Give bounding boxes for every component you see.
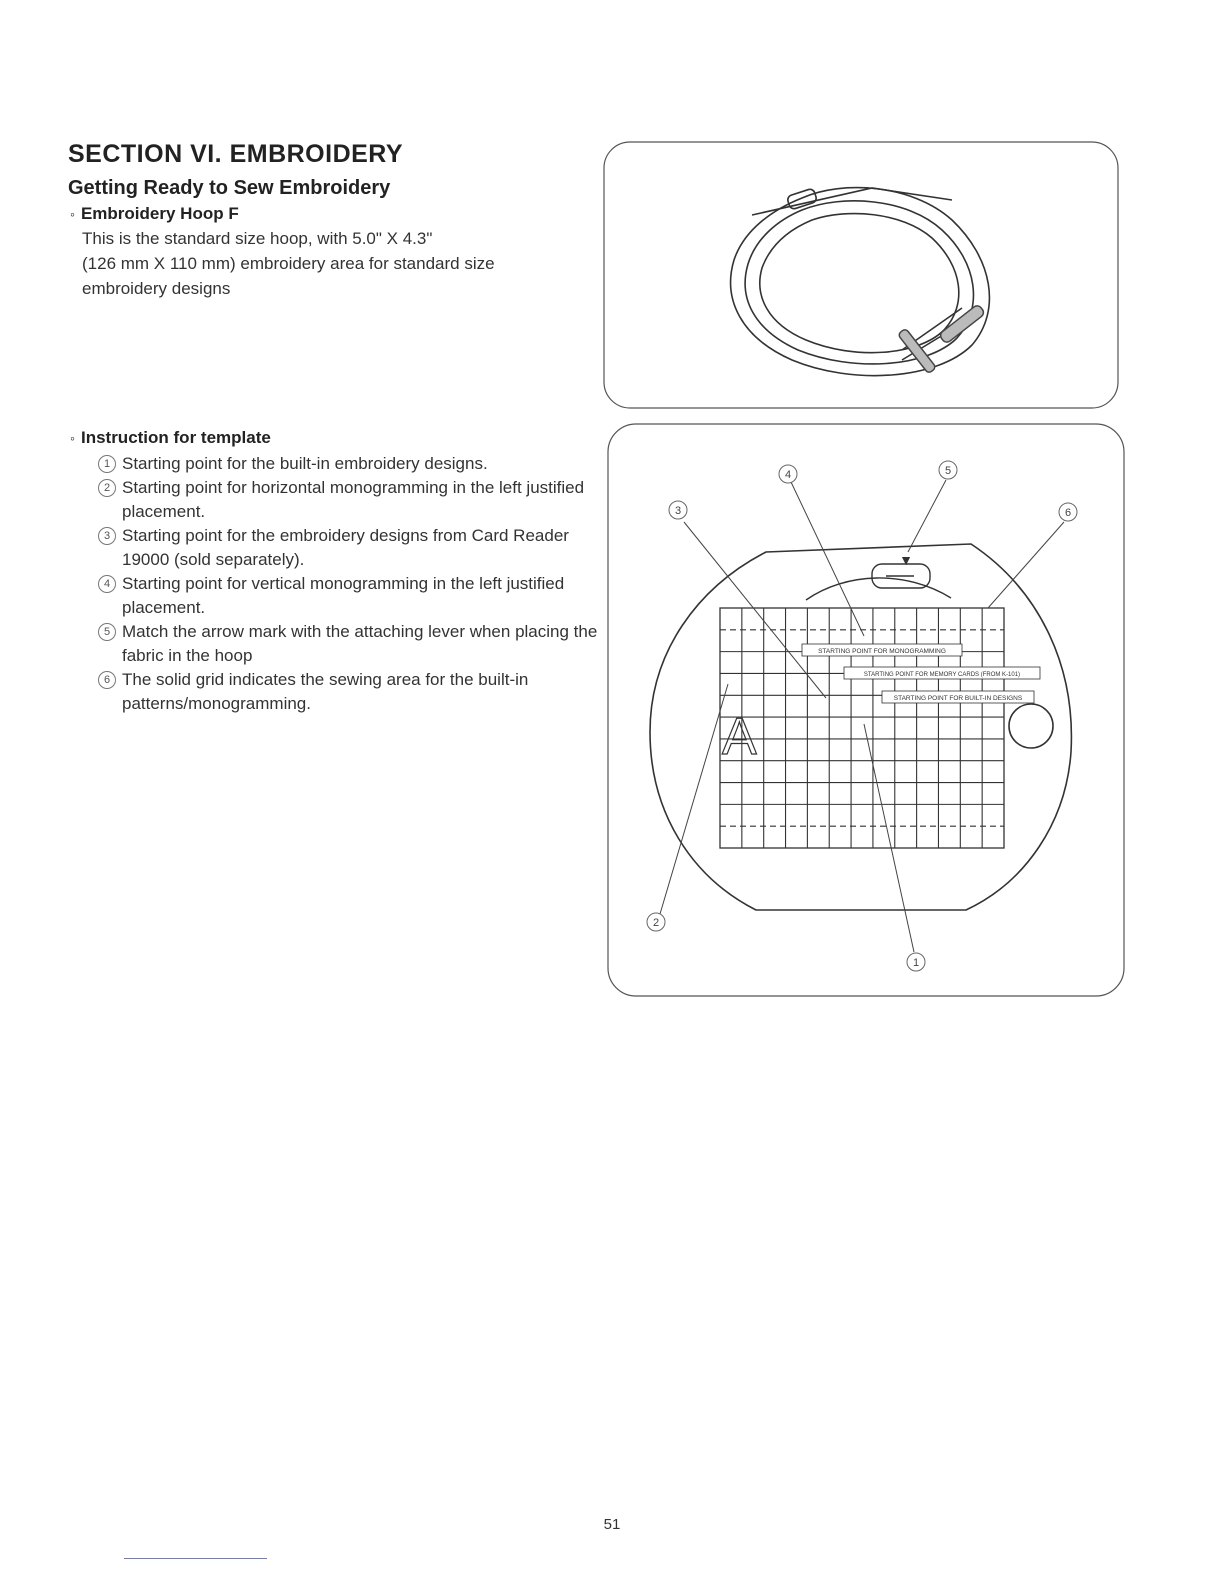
hoop-line: (126 mm X 110 mm) embroidery area for standard size	[82, 254, 495, 273]
hoop-heading-text: Embroidery Hoop F	[80, 204, 239, 223]
arrow-mark-icon: ▼	[899, 552, 913, 568]
callout-4: 4	[784, 469, 792, 481]
callout-2: 2	[652, 917, 660, 929]
hoop-illustration	[602, 140, 1120, 410]
letter-sample: A	[722, 708, 757, 766]
page-number: 51	[603, 1516, 621, 1533]
item-text: Starting point for the built-in embroidery designs.	[122, 454, 488, 473]
template-instructions	[68, 452, 598, 716]
bullet-icon: ◦	[70, 206, 75, 222]
circled-number-icon: 4	[98, 575, 116, 593]
circled-number-icon: 2	[98, 479, 116, 497]
item-text: Starting point for horizontal monogramming in the left justified placement.	[122, 478, 585, 521]
list-item	[98, 476, 598, 524]
callout-3: 3	[674, 505, 682, 517]
page-subtitle: Getting Ready to Sew Embroidery	[68, 177, 391, 199]
figure-frame	[604, 142, 1118, 408]
section-title: SECTION VI. EMBROIDERY	[68, 140, 404, 168]
grid-label-builtin: STARTING POINT FOR BUILT-IN DESIGNS	[893, 695, 1023, 702]
circled-number-icon: 1	[98, 455, 116, 473]
hoop-heading	[68, 204, 598, 224]
item-text: Match the arrow mark with the attaching lever when placing the fabric in the hoop	[122, 622, 598, 665]
list-item	[98, 572, 598, 620]
template-heading-text: Instruction for template	[80, 428, 271, 447]
list-item	[98, 452, 598, 476]
template-illustration	[606, 422, 1126, 998]
hoop-line: embroidery designs	[82, 279, 231, 298]
item-text: Starting point for the embroidery designs from Card Reader 19000 (sold separately).	[122, 526, 569, 569]
hoop-icon	[731, 188, 990, 376]
item-text: Starting point for vertical monogramming in the left justified placement.	[122, 574, 565, 617]
list-item	[98, 620, 598, 668]
callout-1: 1	[912, 957, 920, 969]
footer-rule	[124, 1558, 267, 1559]
bullet-icon: ◦	[70, 430, 75, 446]
list-item	[98, 524, 598, 572]
list-item	[98, 668, 598, 716]
grid-label-monogramming: STARTING POINT FOR MONOGRAMMING	[818, 648, 946, 655]
template-heading	[68, 428, 598, 448]
callout-6: 6	[1064, 507, 1072, 519]
callout-circles	[647, 461, 1077, 971]
item-text: The solid grid indicates the sewing area for the built-in patterns/monogramming.	[122, 670, 529, 713]
round-hole-icon	[1009, 704, 1053, 748]
circled-number-icon: 6	[98, 671, 116, 689]
callout-5: 5	[944, 465, 952, 477]
grid-label-memory-cards: STARTING POINT FOR MEMORY CARDS (FROM K-101)	[863, 672, 1021, 678]
hoop-lever-icon	[806, 564, 951, 600]
circled-number-icon: 5	[98, 623, 116, 641]
hoop-line: This is the standard size hoop, with 5.0" X 4.3"	[82, 229, 433, 248]
circled-number-icon: 3	[98, 527, 116, 545]
hoop-description	[82, 226, 598, 301]
template-outline	[650, 544, 1071, 910]
